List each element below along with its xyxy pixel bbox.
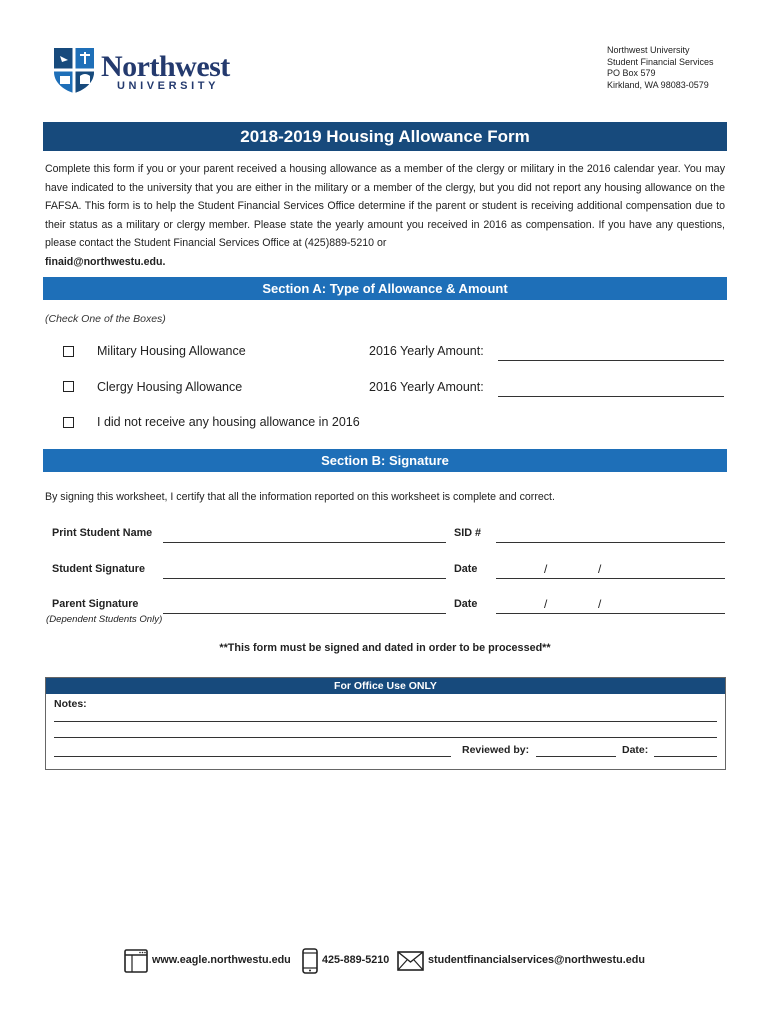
clergy-checkbox[interactable] — [63, 381, 74, 392]
university-logo-shield — [52, 46, 96, 94]
notes-line — [54, 721, 717, 722]
notes-line — [54, 737, 717, 738]
notes-label: Notes: — [54, 698, 87, 710]
office-date-field — [654, 756, 717, 757]
sid-label: SID # — [454, 527, 482, 539]
section-b-header: Section B: Signature — [43, 449, 727, 472]
phone-icon — [302, 948, 318, 979]
date-slash: / — [598, 562, 602, 576]
no-allowance-label: I did not receive any housing allowance in 2016 — [97, 415, 360, 429]
date-slash: / — [544, 597, 548, 611]
clergy-amount-field[interactable] — [498, 396, 724, 397]
student-date-field[interactable] — [496, 578, 725, 579]
check-instruction: (Check One of the Boxes) — [45, 313, 166, 325]
military-checkbox[interactable] — [63, 346, 74, 357]
student-signature-label: Student Signature — [52, 563, 145, 575]
military-option-label: Military Housing Allowance — [97, 344, 246, 358]
footer-website[interactable]: www.eagle.northwestu.edu — [152, 954, 291, 966]
intro-text: Complete this form if you or your parent received a housing allowance as a member of the clergy or military in the 2016 calendar year. You may have indicated to the university that you are either in the military or a member of the clergy, but you did not report any housing allowance on the FAFSA. This form is to help the Student Financial Services Office determine if the parent or student is receiving additional compensation due to their status as a military or clergy member. Please state the yearly amount you received in 2016 as compensation. If you have any questions, please contact the Student Financial Services Office at (425)889-5210 or — [45, 163, 725, 250]
envelope-icon — [397, 951, 424, 976]
address-line: Kirkland, WA 98083-0579 — [607, 79, 709, 90]
student-signature-field[interactable] — [163, 578, 446, 579]
clergy-option-label: Clergy Housing Allowance — [97, 380, 243, 394]
military-amount-field[interactable] — [498, 360, 724, 361]
parent-signature-label: Parent Signature — [52, 598, 139, 610]
reviewed-by-field — [536, 756, 616, 757]
address-line: Northwest University — [607, 45, 690, 55]
sid-field[interactable] — [496, 542, 725, 543]
notes-line — [54, 756, 451, 757]
parent-date-label: Date — [454, 598, 478, 610]
office-use-header: For Office Use ONLY — [46, 678, 725, 694]
student-date-label: Date — [454, 563, 478, 575]
certify-statement: By signing this worksheet, I certify that all the information reported on this worksheet is complete and correct. — [45, 491, 555, 503]
parent-date-field[interactable] — [496, 613, 725, 614]
footer — [0, 948, 770, 976]
browser-window-icon — [124, 949, 148, 978]
address-line: PO Box 579 — [607, 68, 656, 78]
intro-paragraph — [45, 160, 725, 272]
footer-email[interactable]: studentfinancialservices@northwestu.edu — [428, 954, 645, 966]
must-sign-notice: **This form must be signed and dated in order to be processed** — [219, 642, 551, 654]
no-allowance-checkbox[interactable] — [63, 417, 74, 428]
office-use-box — [45, 677, 726, 770]
military-amount-label: 2016 Yearly Amount: — [369, 344, 484, 358]
logo-wordmark: Northwest — [101, 50, 230, 83]
logo-subtitle: UNIVERSITY — [117, 80, 220, 92]
print-name-field[interactable] — [163, 542, 446, 543]
address-line: Student Financial Services — [607, 56, 714, 67]
form-title: 2018-2019 Housing Allowance Form — [43, 122, 727, 151]
dependent-note: (Dependent Students Only) — [46, 614, 163, 625]
contact-email[interactable]: finaid@northwestu.edu. — [45, 255, 166, 268]
footer-phone[interactable]: 425-889-5210 — [322, 954, 390, 966]
address-block — [607, 45, 714, 91]
print-name-label: Print Student Name — [52, 527, 153, 539]
parent-signature-field[interactable] — [163, 613, 446, 614]
office-date-label: Date: — [622, 744, 649, 756]
section-a-header: Section A: Type of Allowance & Amount — [43, 277, 727, 300]
clergy-amount-label: 2016 Yearly Amount: — [369, 380, 484, 394]
date-slash: / — [598, 597, 602, 611]
date-slash: / — [544, 562, 548, 576]
reviewed-by-label: Reviewed by: — [462, 744, 530, 756]
